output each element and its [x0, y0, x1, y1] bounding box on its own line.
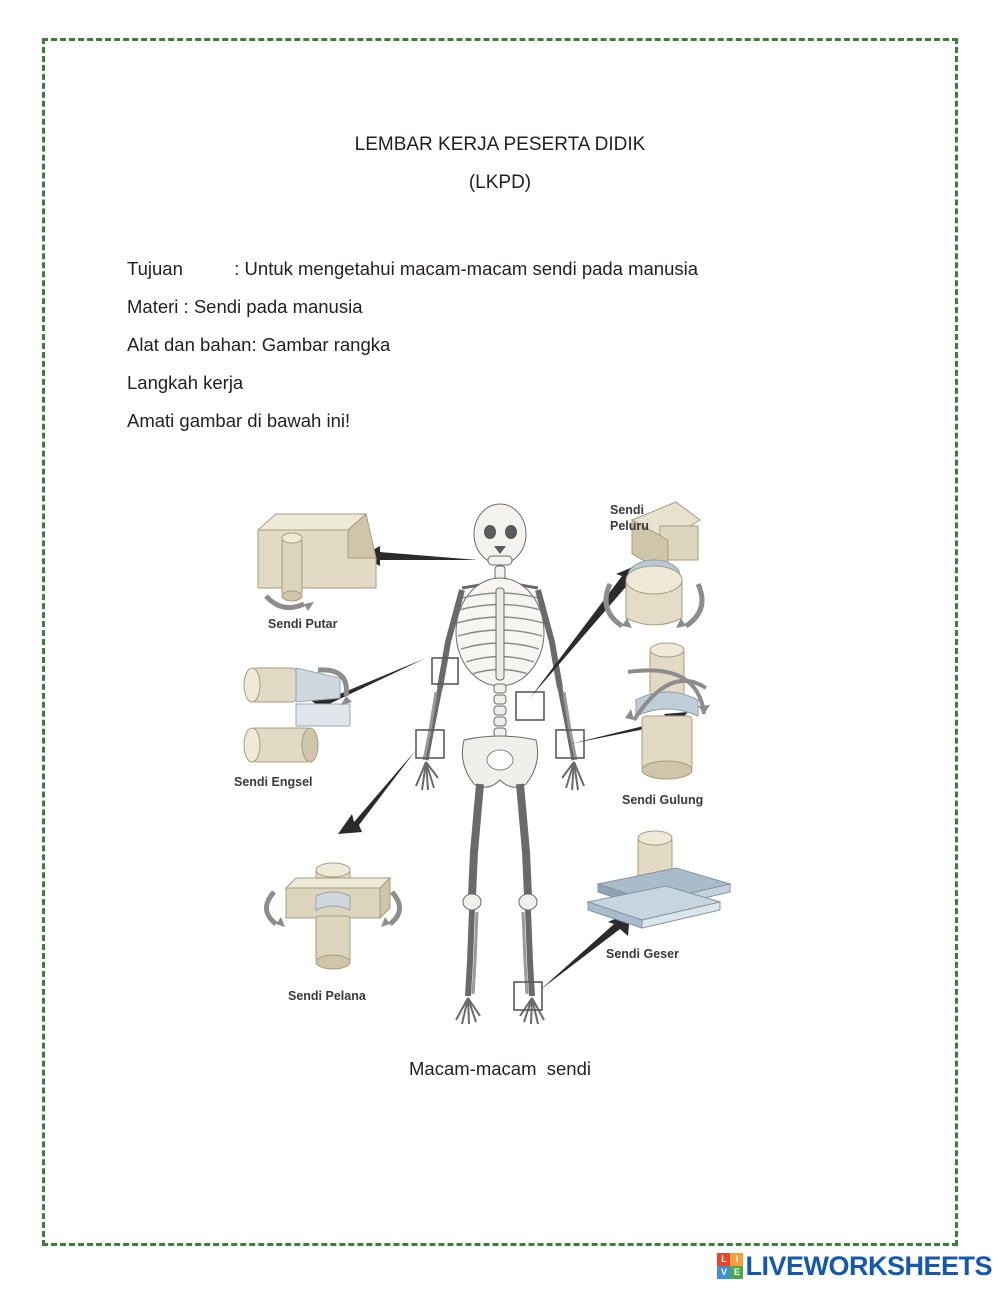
label-sendi-peluru-line1: Sendi: [610, 503, 645, 517]
instruction-line-amati-gambar: Amati gambar di bawah ini!: [127, 410, 351, 431]
liveworksheets-logo: [717, 1249, 992, 1283]
instructions-block: [52, 250, 948, 440]
logo-wordmark: LIVEWORKSHEETS: [745, 1250, 992, 1281]
logo-square-v: V: [717, 1266, 730, 1279]
logo-square-l: L: [717, 1253, 730, 1266]
label-sendi-putar: Sendi Putar: [268, 617, 338, 631]
title-line-2: (LKPD): [468, 172, 532, 193]
logo-square-i: I: [730, 1253, 743, 1266]
document-title: [52, 126, 948, 202]
instruction-line-langkah-kerja: Langkah kerja: [127, 372, 244, 393]
worksheet-page-inner: [51, 47, 949, 1237]
worksheet-page: [42, 38, 958, 1246]
logo-squares-row-top: [717, 1253, 743, 1266]
instruction-line-tujuan: Tujuan : Untuk mengetahui macam-macam sendi pada manusia: [127, 258, 699, 279]
title-line-1: LEMBAR KERJA PESERTA DIDIK: [354, 134, 646, 155]
label-sendi-peluru-line2: Peluru: [610, 519, 649, 533]
logo-squares-row-bottom: [717, 1266, 743, 1279]
label-sendi-gulung: Sendi Gulung: [622, 793, 704, 807]
figure-caption: Macam-macam sendi: [409, 1058, 591, 1079]
skeleton-joints-figure: [230, 492, 770, 1079]
label-sendi-engsel: Sendi Engsel: [234, 775, 313, 789]
instruction-line-alat-bahan: Alat dan bahan: Gambar rangka: [127, 334, 391, 355]
instruction-line-materi: Materi : Sendi pada manusia: [127, 296, 363, 317]
label-sendi-pelana: Sendi Pelana: [288, 989, 366, 1003]
logo-square-e: E: [730, 1266, 743, 1279]
logo-squares: [717, 1253, 743, 1279]
label-sendi-geser: Sendi Geser: [606, 947, 679, 961]
